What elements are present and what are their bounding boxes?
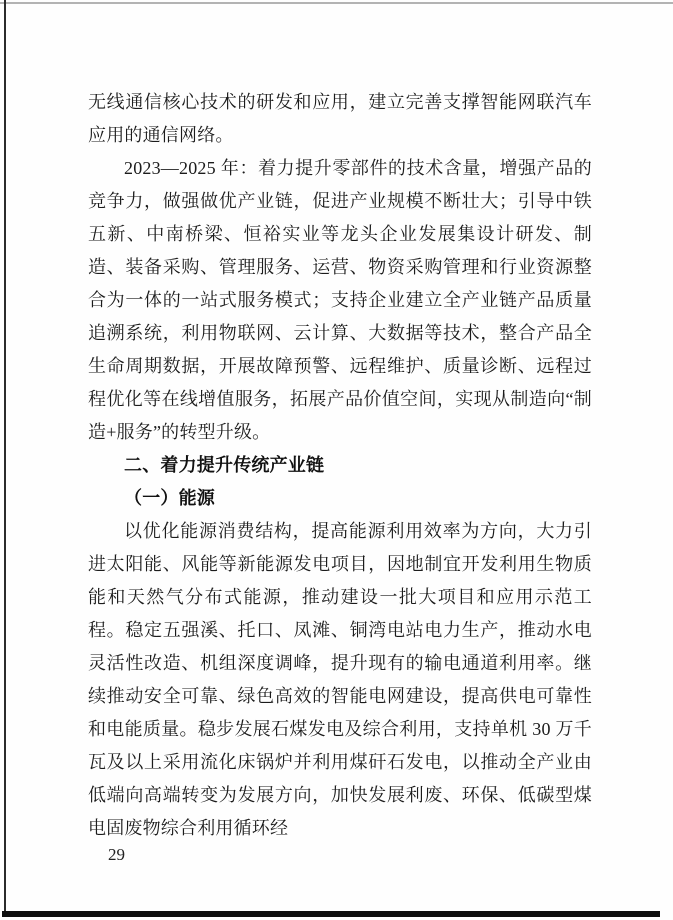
section-heading-traditional-industry-chain: 二、着力提升传统产业链 (124, 455, 325, 475)
paragraph-communication-network: 无线通信核心技术的研发和应用，建立完善支撑智能网联汽车应用的通信网络。 (88, 92, 592, 145)
scan-edge-left (4, 0, 6, 917)
page-number: 29 (108, 845, 125, 864)
subsection-heading-energy: （一）能源 (124, 488, 215, 508)
scan-edge-bottom (2, 911, 660, 917)
paragraph-energy-development: 以优化能源消费结构，提高能源利用效率为方向，大力引进太阳能、风能等新能源发电项目，因地制宜开发利用生物质能和天然气分布式能源，推动建设一批大项目和应用示范工程。稳定五强溪、托口、凤滩、铜湾电站电力生产，推动水电灵活性改造、机组深度调峰，提升现有的输电通道利用率。继续推动安全可靠、绿色高效的智能电网建设，提高供电可靠性和电能质量。稳步发展石煤发电及综合利用，支持单机 30 万千瓦及以上采用流化床锅炉并利用煤矸石发电，以推动全产业由低端向高端转变为发展方向，加快发展利废、环保、低碳型煤电固废物综合利用循环经 (88, 521, 592, 838)
paragraph-2023-2025-goals: 2023—2025 年：着力提升零部件的技术含量，增强产品的竞争力，做强做优产业链，促进产业规模不断壮大；引导中铁五新、中南桥梁、恒裕实业等龙头企业发展集设计研发、制造、装备采购、管理服务、运营、物资采购管理和行业资源整合为一体的一站式服务模式；支持企业建立全产业链产品质量追溯系统，利用物联网、云计算、大数据等技术，整合产品全生命周期数据，开展故障预警、远程维护、质量诊断、远程过程优化等在线增值服务，拓展产品价值空间，实现从制造向“制造+服务”的转型升级。 (88, 158, 592, 442)
document-body (88, 86, 592, 845)
scan-edge-top (0, 2, 673, 4)
